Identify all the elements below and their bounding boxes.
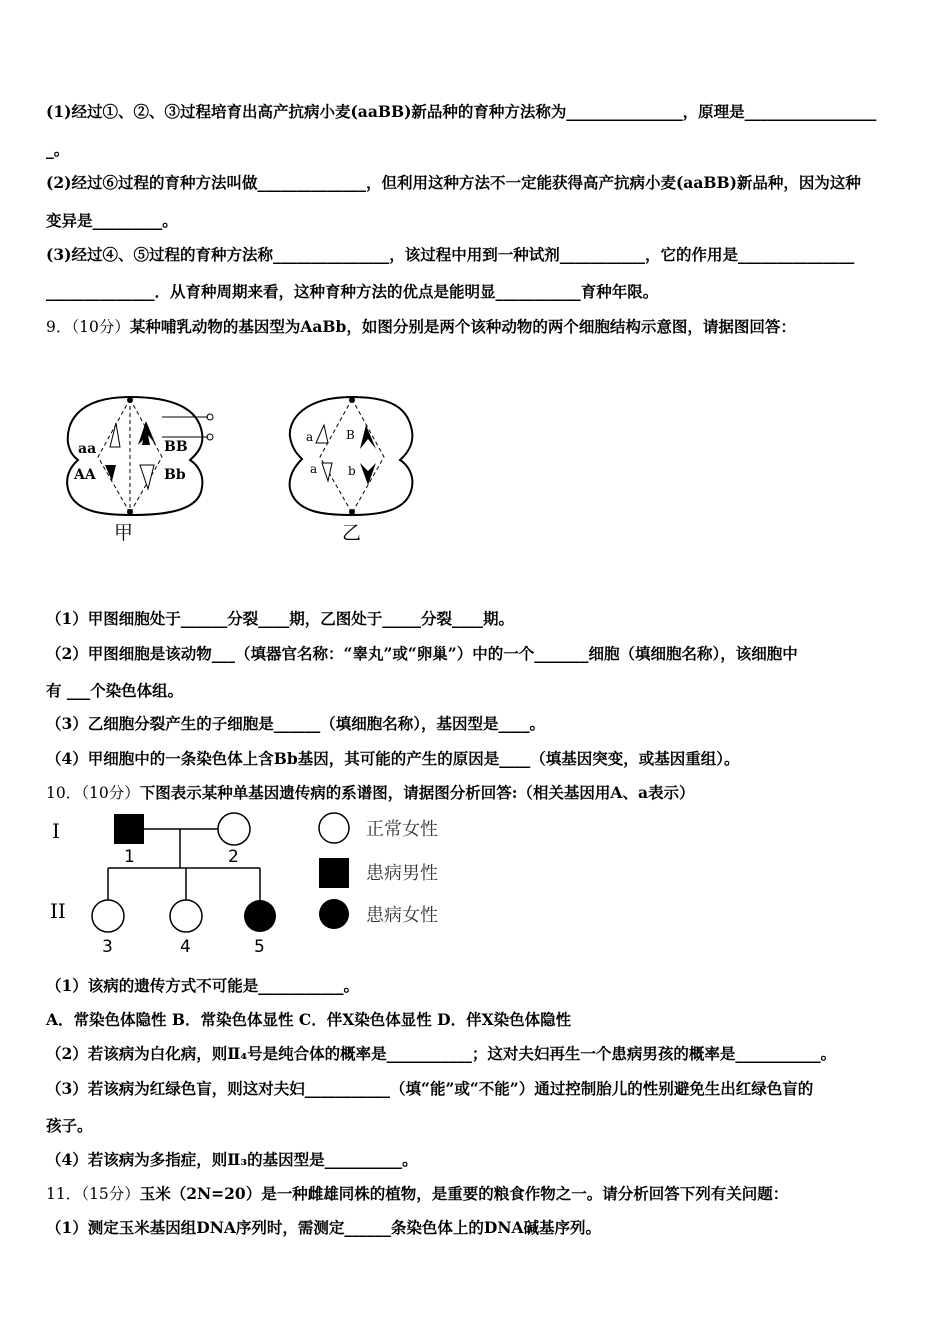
q9-stem-line [46,317,796,337]
q10-sub-2: （2）若该病为白化病，则Ⅱ₄号是纯合体的概率是___________；这对夫妇再生一个患病男孩的概率是___________。 [46,1044,837,1063]
generation-II-label: II [50,899,66,923]
affected-male-1 [114,814,144,844]
normal-female-2 [218,813,250,845]
q10-number: 10．（10分） [46,784,140,802]
pedigree-chart [40,810,470,960]
jia-label-aa: aa [78,441,97,457]
normal-female-4 [170,900,202,932]
legend-affected-male: 患病男性 [366,863,438,884]
q10-options: A．常染色体隐性 B．常染色体显性 C．伴X染色体显性 D．伴X染色体隐性 [46,1010,572,1029]
q10-sub-1: （1）该病的遗传方式不可能是___________。 [46,976,360,995]
q9-sub-4: （4）甲细胞中的一条染色体上含Bb基因，其可能的产生的原因是____（填基因突变，或基因重组）。 [46,749,740,768]
q9-sub-3: （3）乙细胞分裂产生的子细胞是______（填细胞名称），基因型是____。 [46,714,546,733]
jia-caption: 甲 [114,522,134,544]
q11-stem: 玉米（2N=20）是一种雌雄同株的植物，是重要的粮食作物之一。请分析回答下列有关问题： [139,1184,789,1203]
q10-sub-4: （4）若该病为多指症，则Ⅱ₃的基因型是__________。 [46,1150,418,1169]
yi-caption: 乙 [342,522,362,544]
legend-affected-female-icon [319,899,349,929]
id-2: 2 [228,847,239,867]
q9-sub-2b: 有 ___个染色体组。 [46,681,184,700]
q10-sub-3: （3）若该病为红绿色盲，则这对夫妇___________（填“能”或“不能”）通过控制胎儿的性别避免生出红绿色盲的 [46,1079,814,1098]
q8-line-1b: _。 [46,140,70,159]
yi-label-b: b [348,464,356,478]
legend-normal-female-icon [319,813,349,843]
id-1: 1 [124,847,135,867]
q8-line-2b: 变异是_________。 [46,211,178,230]
q8-line-3b: ______________．从育种周期来看，这种育种方法的优点是能明显___________育种年限。 [46,282,659,301]
q10-stem-line [46,783,695,803]
q9-number: 9．（10分） [46,318,130,336]
generation-I-label: I [52,819,60,843]
q11-sub-1: （1）测定玉米基因组DNA序列时，需测定______条染色体上的DNA碱基序列。 [46,1218,602,1237]
cell-figure-jia [60,385,230,545]
jia-label-AA: AA [74,467,96,483]
q9-stem: 某种哺乳动物的基因型为AaBb，如图分别是两个该种动物的两个细胞结构示意图，请据图回答： [129,317,796,336]
yi-label-a2: a [310,462,318,476]
yi-label-B: B [346,428,355,442]
affected-female-5 [244,900,276,932]
cell-figure-yi [280,385,430,545]
jia-label-Bb: Bb [164,467,186,483]
q11-stem-line [46,1184,788,1204]
id-4: 4 [180,937,191,957]
q8-line-2: (2)经过⑥过程的育种方法叫做______________，但利用这种方法不一定能获得高产抗病小麦(aaBB)新品种，因为这种 [46,173,861,192]
normal-female-3 [92,900,124,932]
yi-label-a1: a [306,430,314,444]
q9-sub-1: （1）甲图细胞处于______分裂____期，乙图处于_____分裂____期。 [46,609,515,628]
id-5: 5 [254,937,265,957]
q10-stem: 下图表示某种单基因遗传病的系谱图，请据图分析回答:（相关基因用A、a表示） [139,783,695,802]
q9-sub-2: （2）甲图细胞是该动物___（填器官名称：“睾丸”或“卵巢”）中的一个_______细胞（填细胞名称），该细胞中 [46,644,798,663]
legend-affected-female: 患病女性 [366,905,438,926]
jia-label-BB: BB [164,439,188,455]
legend-affected-male-icon [319,858,349,888]
cell-membrane-yi [290,397,413,515]
q8-line-3: (3)经过④、⑤过程的育种方法称_______________，该过程中用到一种试剂___________，它的作用是_______________ [46,245,855,264]
q10-sub-3b: 孩子。 [46,1116,93,1135]
q8-line-1: (1)经过①、②、③过程培育出高产抗病小麦(aaBB)新品种的育种方法称为_______________，原理是_________________ [46,102,877,121]
legend-normal-female: 正常女性 [366,819,438,840]
q11-number: 11．（15分） [46,1185,140,1203]
id-3: 3 [102,937,113,957]
